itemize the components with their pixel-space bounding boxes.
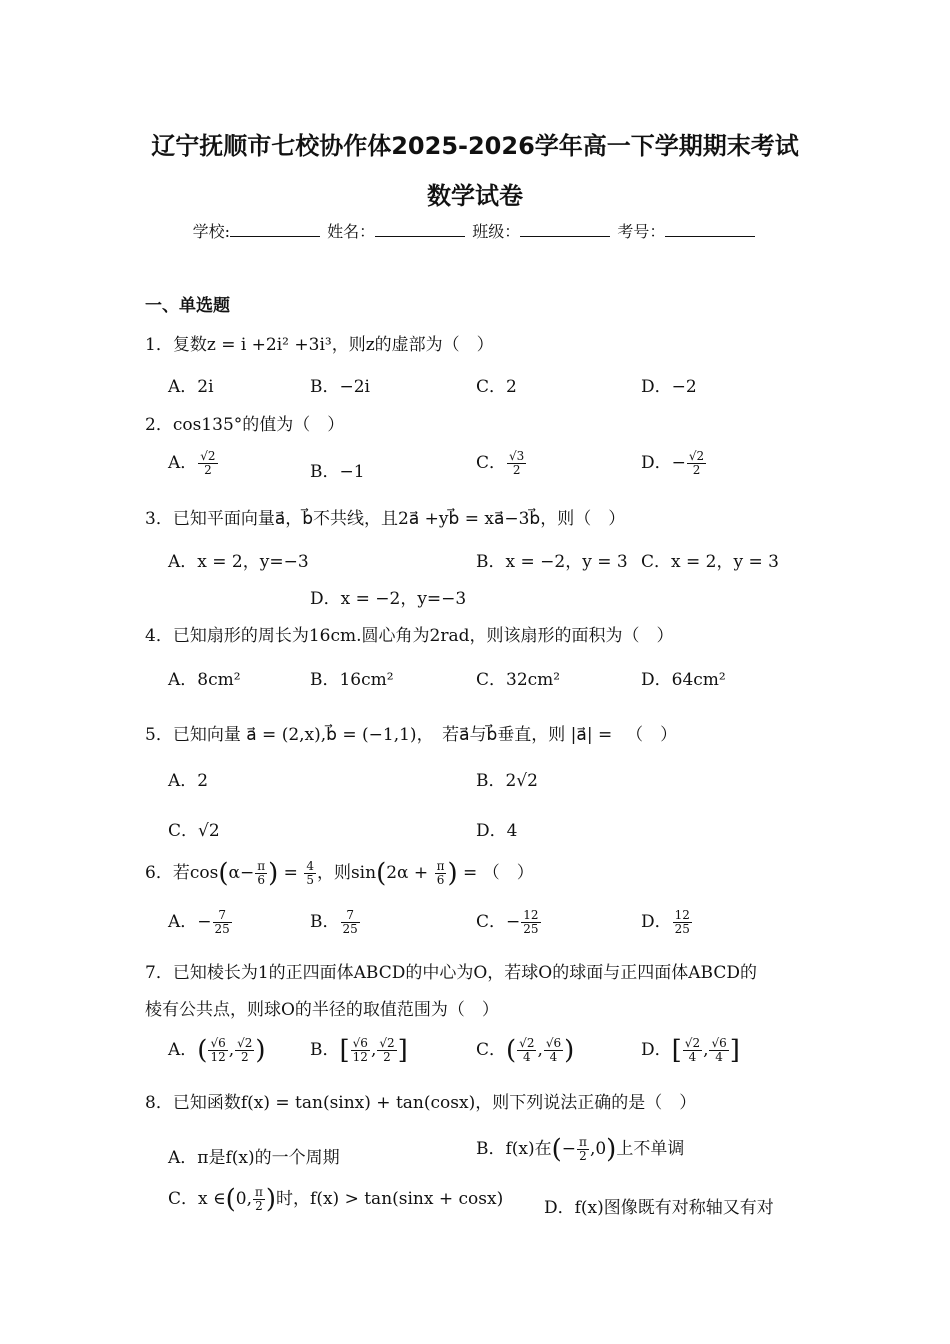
option-label: C． — [476, 1040, 507, 1060]
paren-open: ( — [551, 1134, 562, 1165]
question-8 — [145, 1088, 696, 1113]
option-a[interactable]: A．2 — [168, 771, 209, 791]
paren-close: ) — [606, 1134, 617, 1165]
option-c[interactable] — [168, 1184, 503, 1215]
option-b[interactable]: B．−1 — [310, 462, 365, 482]
option-a[interactable] — [168, 448, 219, 477]
bracket-close: ] — [729, 1035, 740, 1066]
option-c[interactable]: C．( $\frac{√2}{4}$ , $\frac{√6}{4}$ ) — [476, 1035, 575, 1066]
fraction: $\frac{\pi}{6}$ — [257, 859, 266, 887]
question-text: 复数z = i +2i² +3i³，则z的虚部为（ ） — [172, 335, 494, 355]
option-b[interactable]: B．−2i — [310, 377, 370, 397]
paren-open: ( — [225, 1184, 236, 1215]
option-d[interactable]: D．x = −2，y=−3 — [310, 589, 467, 609]
option-a[interactable]: A．x = 2，y=−3 — [168, 552, 309, 572]
option-b[interactable] — [476, 1134, 684, 1165]
question-number: 7． — [145, 963, 173, 983]
equals: = — [283, 863, 304, 883]
expr: ,0 — [589, 1139, 607, 1159]
option-a[interactable]: A．π是f(x)的一个周期 — [168, 1148, 340, 1168]
option-text: 时，f(x) > tan(sinx + cosx) — [276, 1189, 504, 1209]
question-6 — [145, 858, 534, 889]
question-number: 2． — [145, 415, 173, 435]
question-text: = （ ） — [463, 863, 534, 883]
fraction: $\frac{7}{25}$ — [214, 908, 230, 936]
question-1 — [145, 330, 494, 355]
question-7 — [145, 958, 757, 983]
fraction: $\frac{\pi}{6}$ — [436, 859, 445, 887]
question-text: 若cos — [172, 863, 219, 883]
expr: α− — [228, 863, 255, 883]
question-7-line-2: 棱有公共点，则球O的半径的取值范围为（ ） — [145, 1000, 499, 1020]
option-d[interactable]: D．−2 — [641, 377, 697, 397]
option-c[interactable]: C．32cm² — [476, 670, 561, 690]
option-label: A． — [168, 1040, 198, 1060]
question-number: 3． — [145, 509, 173, 529]
fraction: $\frac{√2}{4}$ — [519, 1036, 535, 1064]
option-b[interactable] — [310, 907, 361, 936]
bracket-open: [ — [671, 1035, 682, 1066]
school-blank[interactable] — [230, 222, 320, 237]
question-text: ，则sin — [316, 863, 377, 883]
option-text: 上不单调 — [616, 1139, 685, 1159]
exam-number-blank[interactable] — [665, 222, 755, 237]
question-text: 已知平面向量a⃗，b⃗不共线，且2a⃗ +yb⃗ = xa⃗−3b⃗，则（ ） — [172, 509, 626, 529]
question-text: 已知函数f(x) = tan(sinx) + tan(cosx)，则下列说法正确的是（ ） — [172, 1093, 697, 1113]
option-c[interactable]: C．2 — [476, 377, 517, 397]
name-blank[interactable] — [375, 222, 465, 237]
question-text: 已知向量 a⃗ = (2,x),b⃗ = (−1,1)， 若a⃗与b⃗垂直，则 |a⃗| = （ ） — [172, 725, 678, 745]
question-number: 4． — [145, 626, 173, 646]
option-c[interactable]: C．√2 — [168, 821, 220, 841]
fraction: $\frac{√6}{12}$ — [352, 1036, 368, 1064]
paren-close: ) — [268, 858, 279, 889]
option-label: C．− — [476, 912, 521, 932]
option-b[interactable]: B．16cm² — [310, 670, 394, 690]
option-d[interactable]: D．[ $\frac{√2}{4}$ , $\frac{√6}{4}$ ] — [641, 1035, 740, 1066]
option-d[interactable]: D．64cm² — [641, 670, 726, 690]
option-d[interactable]: D．4 — [476, 821, 518, 841]
option-d[interactable] — [641, 907, 693, 936]
option-b[interactable]: B．2√2 — [476, 771, 538, 791]
question-text: 已知棱长为1的正四面体ABCD的中心为O，若球O的球面与正四面体ABCD的 — [172, 963, 757, 983]
question-3 — [145, 504, 625, 529]
question-text: 已知扇形的周长为16cm.圆心角为2rad，则该扇形的面积为（ ） — [172, 626, 674, 646]
option-label: D． — [641, 1040, 672, 1060]
fraction: $\frac{√2}{2}$ — [200, 449, 216, 477]
option-a[interactable]: A．( $\frac{√6}{12}$ , $\frac{√2}{2}$ ) — [168, 1035, 266, 1066]
option-c[interactable]: C．x = 2，y = 3 — [641, 552, 779, 572]
expr: 2α + — [386, 863, 429, 883]
fraction: $\frac{7}{25}$ — [342, 908, 358, 936]
question-number: 8． — [145, 1093, 173, 1113]
exam-number-label: 考号： — [617, 222, 666, 241]
option-label: C． — [476, 453, 507, 473]
option-d[interactable] — [641, 448, 707, 477]
fraction: $\frac{4}{5}$ — [306, 859, 314, 887]
paren-open: ( — [218, 858, 229, 889]
option-label: B． — [310, 1040, 340, 1060]
question-number: 6． — [145, 863, 173, 883]
option-b[interactable]: B．x = −2，y = 3 — [476, 552, 628, 572]
bracket-open: ( — [506, 1035, 517, 1066]
bracket-close: ] — [397, 1035, 408, 1066]
option-d[interactable]: D．f(x)图像既有对称轴又有对 — [544, 1198, 774, 1218]
option-c[interactable] — [476, 907, 542, 936]
option-a[interactable] — [168, 907, 233, 936]
paren-close: ) — [447, 858, 458, 889]
option-b[interactable]: B．[ $\frac{√6}{12}$ , $\frac{√2}{2}$ ] — [310, 1035, 408, 1066]
expr: − — [561, 1139, 577, 1159]
fraction: $\frac{√6}{12}$ — [210, 1036, 226, 1064]
class-blank[interactable] — [520, 222, 610, 237]
option-label: B． — [310, 912, 340, 932]
student-info-line — [0, 219, 950, 242]
option-c[interactable] — [476, 448, 527, 477]
bracket-close: ) — [255, 1035, 266, 1066]
question-5 — [145, 720, 677, 745]
option-label: B．f(x)在 — [476, 1139, 552, 1159]
option-label: A．− — [168, 912, 212, 932]
fraction: $\frac{√6}{4}$ — [545, 1036, 562, 1064]
fraction: $\frac{√2}{2}$ — [379, 1036, 395, 1064]
section-heading: 一、单选题 — [145, 296, 230, 316]
school-label: 学校: — [192, 222, 231, 241]
name-label: 姓名： — [327, 222, 376, 241]
fraction: $\frac{12}{25}$ — [523, 908, 539, 936]
fraction: $\frac{√2}{4}$ — [684, 1036, 701, 1064]
fraction: $\frac{12}{25}$ — [674, 908, 690, 936]
question-number: 1． — [145, 335, 173, 355]
fraction: $\frac{√3}{2}$ — [509, 449, 525, 477]
fraction: $\frac{\pi}{2}$ — [579, 1135, 587, 1163]
option-label: C．x ∈ — [168, 1189, 226, 1209]
expr: 0, — [235, 1189, 252, 1209]
fraction: $\frac{√6}{4}$ — [711, 1036, 727, 1064]
question-number: 5． — [145, 725, 173, 745]
option-a[interactable]: A．8cm² — [168, 670, 241, 690]
question-4 — [145, 621, 673, 646]
fraction: $\frac{√2}{2}$ — [688, 449, 705, 477]
option-a[interactable]: A．2i — [168, 377, 214, 397]
option-label: D．− — [641, 453, 686, 473]
question-2 — [145, 410, 344, 435]
class-label: 班级： — [472, 222, 521, 241]
bracket-open: ( — [197, 1035, 208, 1066]
option-label: D． — [641, 912, 672, 932]
exam-subtitle: 数学试卷 — [427, 182, 523, 210]
exam-title: 辽宁抚顺市七校协作体2025-2026学年高一下学期期末考试 — [151, 132, 799, 160]
paren-open: ( — [376, 858, 387, 889]
option-label: A． — [168, 453, 198, 473]
question-text: cos135°的值为（ ） — [172, 415, 345, 435]
bracket-close: ) — [564, 1035, 575, 1066]
fraction: $\frac{√2}{2}$ — [237, 1036, 253, 1064]
fraction: $\frac{\pi}{2}$ — [254, 1185, 263, 1213]
bracket-open: [ — [339, 1035, 350, 1066]
paren-close: ) — [265, 1184, 277, 1215]
